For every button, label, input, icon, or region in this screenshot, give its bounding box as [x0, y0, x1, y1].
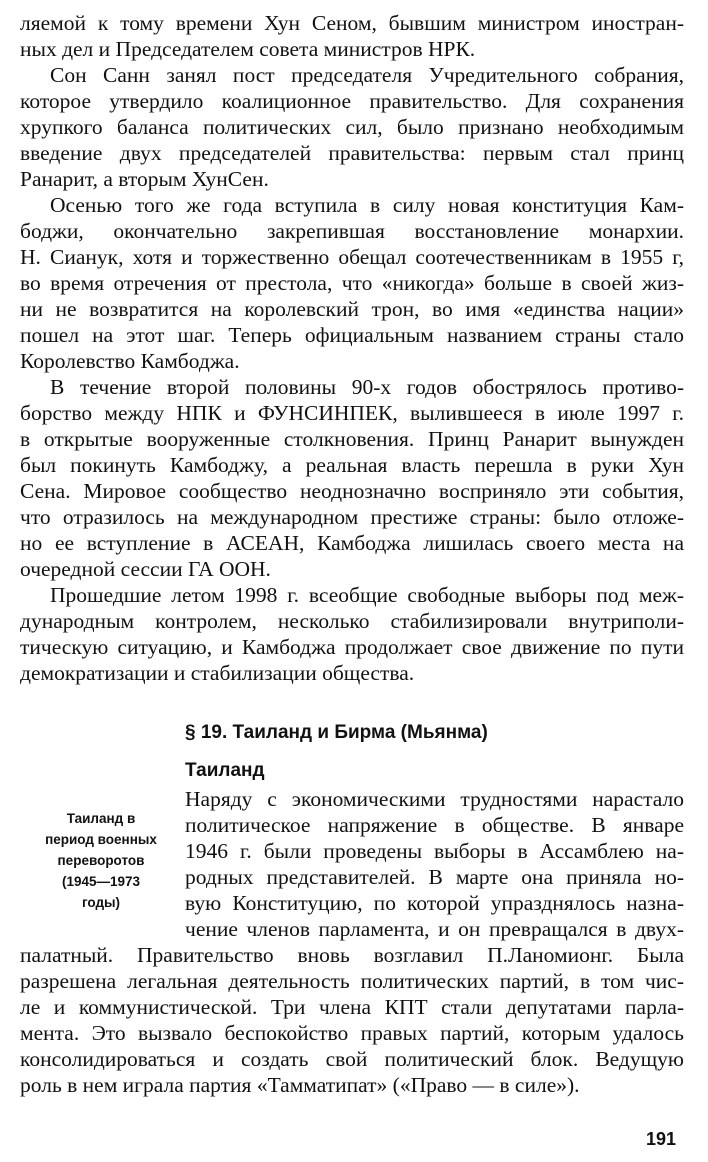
text-line: но ее вступление в АСЕАН, Камбоджа лишилась своего места на: [20, 531, 684, 555]
text-line: Осенью того же года вступила в силу новая конституция Кам-: [50, 193, 684, 217]
margin-note-line: переворотов: [57, 853, 145, 868]
text-line: вую Конституцию, по которой упразднялось назна-: [185, 891, 684, 915]
text-line: ных дел и Председателем совета министров НРК.: [20, 37, 476, 61]
text-line: очередной сессии ГА ООН.: [20, 557, 271, 581]
margin-note-line: Таиланд в: [66, 811, 136, 826]
margin-note-line: годы): [81, 895, 121, 910]
text-line: Сон Санн занял пост председателя Учредительного собрания,: [50, 63, 684, 87]
text-line: в открытые вооруженные столкновения. Принц Ранарит вынужден: [20, 427, 684, 451]
text-line: чение членов парламента, и он превращался в двух-: [185, 917, 684, 941]
text-line: ле и коммунистической. Три члена КПТ стали депутатами парла-: [20, 995, 684, 1019]
subsection-heading: Таиланд: [185, 760, 265, 781]
page-number: 191: [646, 1129, 677, 1149]
text-line: 1946 г. были проведены выборы в Ассамблею на-: [185, 839, 684, 863]
text-line: палатный. Правительство вновь возглавил П.Ланомионг. Была: [20, 943, 684, 967]
margin-note-line: период военных: [45, 832, 157, 847]
text-line: родных представителей. В марте она приняла но-: [185, 865, 684, 889]
text-line: борство между НПК и ФУНСИНПЕК, вылившееся в июле 1997 г.: [20, 401, 684, 425]
text-line: разрешена легальная деятельность политических партий, в том чис-: [20, 969, 684, 993]
text-line: дународным контролем, несколько стабилизировали внутриполи-: [20, 609, 684, 633]
text-line: боджи, окончательно закрепившая восстановление монархии.: [20, 219, 684, 243]
text-line: Наряду с экономическими трудностями нарастало: [185, 787, 684, 811]
text-line: ляемой к тому времени Хун Сеном, бывшим министром иностран-: [20, 11, 684, 35]
text-line: которое утвердило коалиционное правительство. Для сохранения: [20, 89, 684, 113]
text-line: пошел на этот шаг. Теперь официальным названием страны стало: [20, 323, 684, 347]
text-line: консолидироваться и создать свой политический блок. Ведущую: [20, 1047, 684, 1071]
text-line: введение двух председателей правительства: первым стал принц: [20, 141, 684, 165]
text-line: демократизации и стабилизации общества.: [20, 661, 415, 685]
text-line: ни не возвратится на королевский трон, во имя «единства нации»: [20, 297, 684, 321]
text-line: мента. Это вызвало беспокойство правых партий, которым удалось: [20, 1021, 684, 1045]
section-heading: § 19. Таиланд и Бирма (Мьянма): [185, 722, 488, 743]
text-line: роль в нем играла партия «Тамматипат» («Право — в силе»).: [20, 1073, 580, 1097]
text-line: Королевство Камбоджа.: [20, 349, 240, 373]
text-line: хрупкого баланса политических сил, было признано необходимым: [20, 115, 684, 139]
text-line: во время отречения от престола, что «никогда» больше в своей жиз-: [20, 271, 684, 295]
text-line: что отразилось на международном престиже страны: было отложе-: [20, 505, 684, 529]
text-line: Ранарит, а вторым ХунСен.: [20, 167, 269, 191]
text-line: Сена. Мировое сообщество неоднозначно восприняло эти события,: [20, 479, 684, 503]
text-line: политическое напряжение в обществе. В январе: [185, 813, 684, 837]
margin-note: [26, 808, 176, 913]
text-line: тическую ситуацию, и Камбоджа продолжает свое движение по пути: [20, 635, 684, 659]
text-line: Н. Сианук, хотя и торжественно обещал соотечественникам в 1955 г,: [20, 245, 684, 269]
text-line: В течение второй половины 90-х годов обострялось противо-: [50, 375, 684, 399]
margin-note-line: (1945—1973: [61, 874, 141, 889]
text-line: Прошедшие летом 1998 г. всеобщие свободные выборы под меж-: [50, 583, 684, 607]
text-line: был покинуть Камбоджу, а реальная власть перешла в руки Хун: [20, 453, 684, 477]
